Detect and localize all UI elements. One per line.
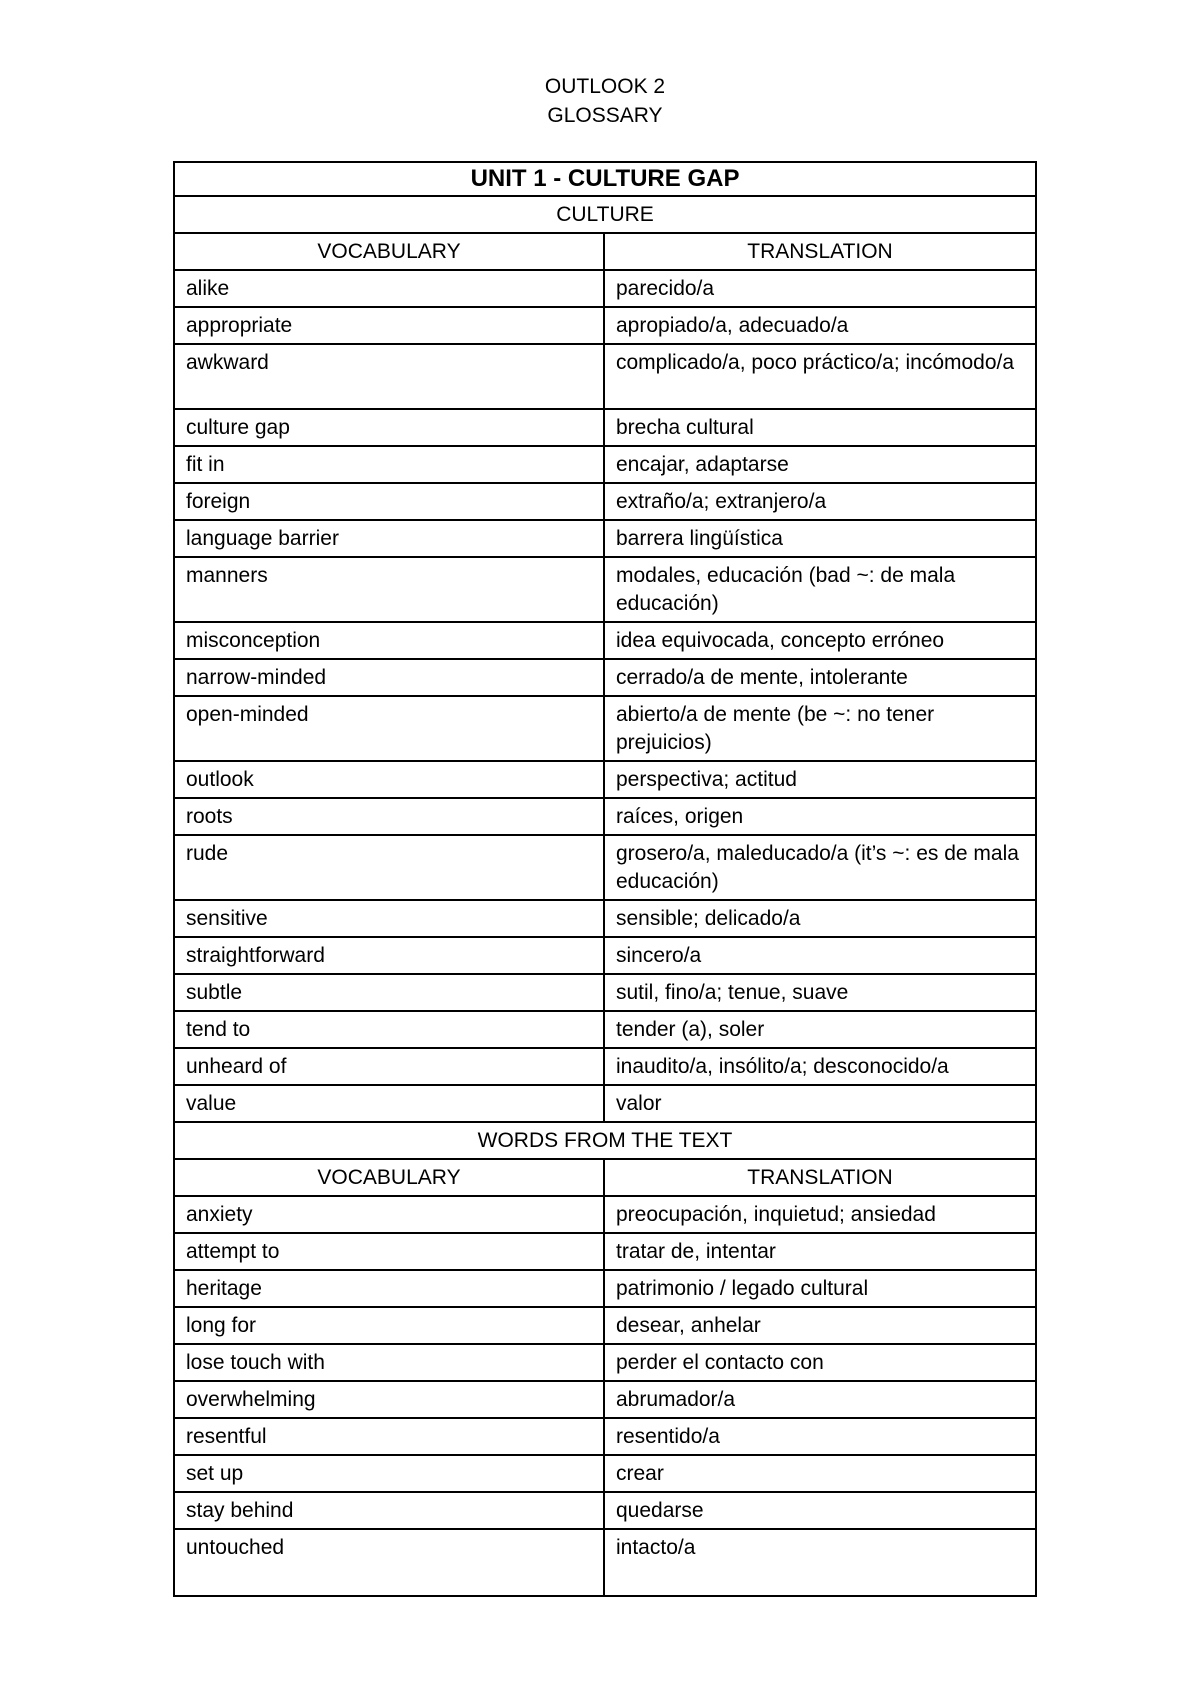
vocabulary-cell: overwhelming	[174, 1381, 604, 1418]
column-header-translation: TRANSLATION	[604, 233, 1036, 270]
table-row	[174, 798, 1036, 835]
translation-cell: extraño/a; extranjero/a	[604, 483, 1036, 520]
vocabulary-cell: untouched	[174, 1529, 604, 1596]
page-subtitle: GLOSSARY	[547, 104, 663, 127]
translation-cell: sincero/a	[604, 937, 1036, 974]
table-row	[174, 835, 1036, 900]
translation-cell: brecha cultural	[604, 409, 1036, 446]
translation-cell: raíces, origen	[604, 798, 1036, 835]
table-row	[174, 974, 1036, 1011]
section-title-row	[174, 1122, 1036, 1159]
vocabulary-cell: language barrier	[174, 520, 604, 557]
vocabulary-cell: misconception	[174, 622, 604, 659]
vocabulary-cell: anxiety	[174, 1196, 604, 1233]
column-header-translation: TRANSLATION	[604, 1159, 1036, 1196]
vocabulary-cell: set up	[174, 1455, 604, 1492]
vocabulary-cell: sensitive	[174, 900, 604, 937]
table-row	[174, 446, 1036, 483]
vocabulary-cell: roots	[174, 798, 604, 835]
table-row	[174, 1492, 1036, 1529]
vocabulary-cell: resentful	[174, 1418, 604, 1455]
glossary-table	[173, 161, 1037, 1597]
translation-cell: desear, anhelar	[604, 1307, 1036, 1344]
translation-cell: patrimonio / legado cultural	[604, 1270, 1036, 1307]
vocabulary-cell: fit in	[174, 446, 604, 483]
translation-cell: tender (a), soler	[604, 1011, 1036, 1048]
table-row	[174, 1381, 1036, 1418]
table-row	[174, 1418, 1036, 1455]
section-title-row	[174, 196, 1036, 233]
translation-cell: idea equivocada, concepto erróneo	[604, 622, 1036, 659]
translation-cell: encajar, adaptarse	[604, 446, 1036, 483]
page-header	[0, 72, 1200, 130]
table-row	[174, 307, 1036, 344]
vocabulary-cell: long for	[174, 1307, 604, 1344]
vocabulary-cell: stay behind	[174, 1492, 604, 1529]
table-row	[174, 1011, 1036, 1048]
table-row	[174, 557, 1036, 622]
table-row	[174, 483, 1036, 520]
table-row	[174, 1529, 1036, 1596]
translation-cell: complicado/a, poco práctico/a; incómodo/a	[604, 344, 1036, 409]
table-row	[174, 1048, 1036, 1085]
table-row	[174, 1196, 1036, 1233]
vocabulary-cell: value	[174, 1085, 604, 1122]
section-title: CULTURE	[174, 196, 1036, 233]
vocabulary-cell: unheard of	[174, 1048, 604, 1085]
translation-cell: barrera lingüística	[604, 520, 1036, 557]
table-row	[174, 937, 1036, 974]
vocabulary-cell: foreign	[174, 483, 604, 520]
table-row	[174, 622, 1036, 659]
table-row	[174, 1233, 1036, 1270]
translation-cell: abierto/a de mente (be ~: no tener prejuicios)	[604, 696, 1036, 761]
vocabulary-cell: awkward	[174, 344, 604, 409]
translation-cell: perspectiva; actitud	[604, 761, 1036, 798]
table-row	[174, 900, 1036, 937]
translation-cell: resentido/a	[604, 1418, 1036, 1455]
column-header-row	[174, 233, 1036, 270]
vocabulary-cell: rude	[174, 835, 604, 900]
table-row	[174, 1307, 1036, 1344]
vocabulary-cell: lose touch with	[174, 1344, 604, 1381]
table-row	[174, 1455, 1036, 1492]
unit-title: UNIT 1 - CULTURE GAP	[174, 162, 1036, 196]
translation-cell: modales, educación (bad ~: de mala educación)	[604, 557, 1036, 622]
translation-cell: cerrado/a de mente, intolerante	[604, 659, 1036, 696]
table-row	[174, 520, 1036, 557]
translation-cell: perder el contacto con	[604, 1344, 1036, 1381]
table-row	[174, 659, 1036, 696]
vocabulary-cell: appropriate	[174, 307, 604, 344]
translation-cell: abrumador/a	[604, 1381, 1036, 1418]
vocabulary-cell: tend to	[174, 1011, 604, 1048]
vocabulary-cell: manners	[174, 557, 604, 622]
table-row	[174, 761, 1036, 798]
column-header-vocabulary: VOCABULARY	[174, 1159, 604, 1196]
table-row	[174, 696, 1036, 761]
vocabulary-cell: straightforward	[174, 937, 604, 974]
vocabulary-cell: heritage	[174, 1270, 604, 1307]
table-row	[174, 270, 1036, 307]
vocabulary-cell: alike	[174, 270, 604, 307]
column-header-row	[174, 1159, 1036, 1196]
page-title: OUTLOOK 2	[544, 75, 666, 98]
table-row	[174, 1344, 1036, 1381]
table-row	[174, 409, 1036, 446]
vocabulary-cell: culture gap	[174, 409, 604, 446]
vocabulary-cell: attempt to	[174, 1233, 604, 1270]
column-header-vocabulary: VOCABULARY	[174, 233, 604, 270]
section-title: WORDS FROM THE TEXT	[174, 1122, 1036, 1159]
translation-cell: apropiado/a, adecuado/a	[604, 307, 1036, 344]
translation-cell: inaudito/a, insólito/a; desconocido/a	[604, 1048, 1036, 1085]
translation-cell: sensible; delicado/a	[604, 900, 1036, 937]
translation-cell: parecido/a	[604, 270, 1036, 307]
table-row	[174, 344, 1036, 409]
translation-cell: preocupación, inquietud; ansiedad	[604, 1196, 1036, 1233]
table-row	[174, 1085, 1036, 1122]
translation-cell: quedarse	[604, 1492, 1036, 1529]
unit-title-row	[174, 162, 1036, 196]
vocabulary-cell: outlook	[174, 761, 604, 798]
vocabulary-cell: open-minded	[174, 696, 604, 761]
table-row	[174, 1270, 1036, 1307]
translation-cell: sutil, fino/a; tenue, suave	[604, 974, 1036, 1011]
translation-cell: tratar de, intentar	[604, 1233, 1036, 1270]
vocabulary-cell: narrow-minded	[174, 659, 604, 696]
translation-cell: intacto/a	[604, 1529, 1036, 1596]
vocabulary-cell: subtle	[174, 974, 604, 1011]
translation-cell: grosero/a, maleducado/a (it’s ~: es de mala educación)	[604, 835, 1036, 900]
translation-cell: valor	[604, 1085, 1036, 1122]
translation-cell: crear	[604, 1455, 1036, 1492]
